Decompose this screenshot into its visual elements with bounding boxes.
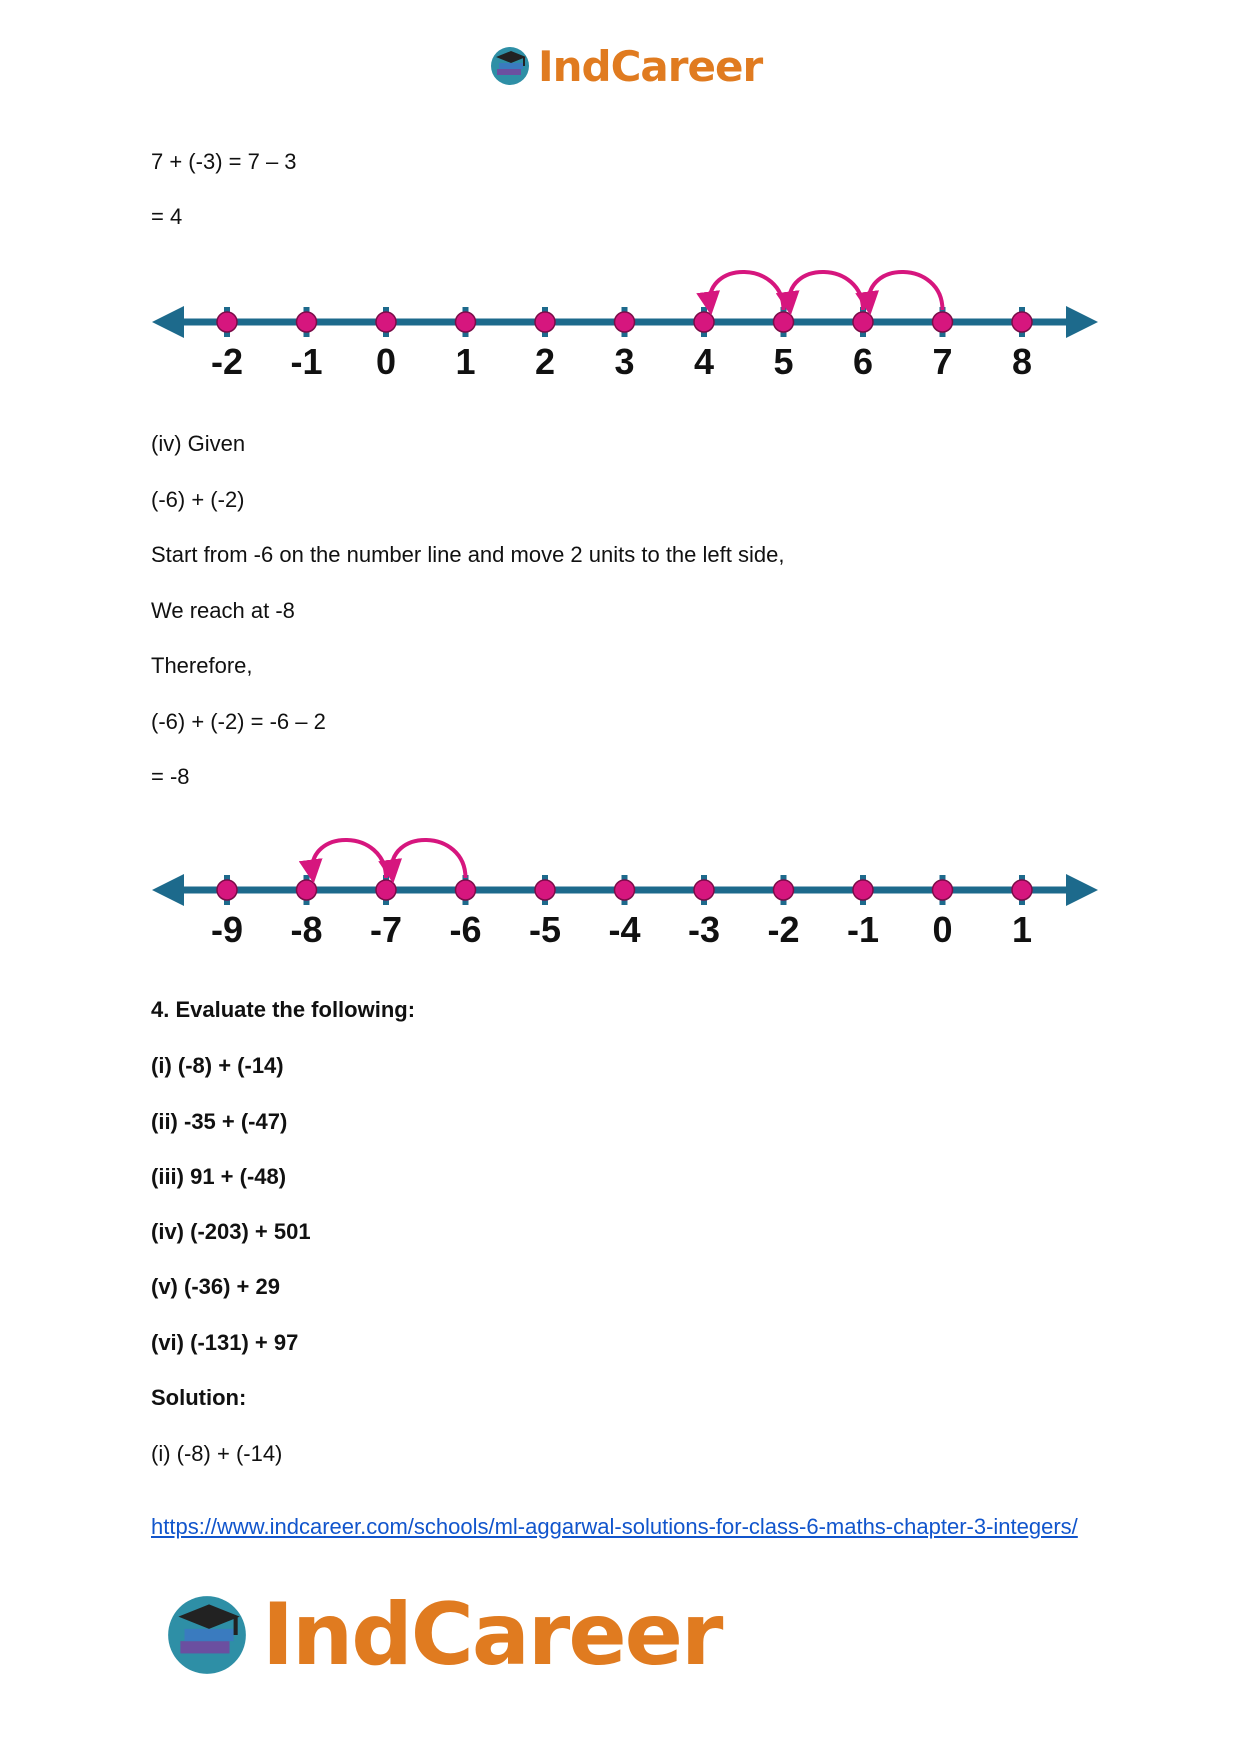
tick-label: 5 (773, 341, 794, 382)
number-point (615, 312, 635, 332)
expression-line: (-6) + (-2) (151, 487, 245, 512)
result-text-line: We reach at -8 (151, 598, 295, 623)
tick-label: -6 (449, 909, 482, 950)
number-point (853, 880, 873, 900)
number-line-1 (150, 262, 1100, 382)
number-point (217, 312, 237, 332)
number-point (1012, 880, 1032, 900)
tick-label: -8 (290, 909, 323, 950)
instruction-line: Start from -6 on the number line and move 2 units to the left side, (151, 542, 785, 567)
tick-label: -1 (290, 341, 323, 382)
number-point (217, 880, 237, 900)
jump-arc (789, 272, 863, 310)
number-point (456, 880, 476, 900)
number-point (376, 880, 396, 900)
tick-label: 8 (1011, 341, 1033, 382)
number-point (297, 880, 317, 900)
question-heading: 4. Evaluate the following: (151, 997, 416, 1022)
solution-heading: Solution: (151, 1385, 247, 1410)
number-point (853, 312, 873, 332)
graduation-books-icon (162, 1590, 252, 1680)
tick-label: 1 (1011, 909, 1033, 950)
number-point (774, 312, 794, 332)
axis-left-arrow (152, 306, 184, 338)
source-link[interactable]: https://www.indcareer.com/schools/ml-aggarwal-solutions-for-class-6-maths-chapter-3-integers/ (151, 1514, 1078, 1539)
result-line: = -8 (151, 764, 190, 789)
question-item: (ii) -35 + (-47) (151, 1109, 288, 1134)
logo-text: IndCareer (262, 1585, 722, 1685)
number-point (376, 312, 396, 332)
tick-label: 6 (852, 341, 874, 382)
solution-line: (i) (-8) + (-14) (151, 1441, 283, 1466)
question-item: (iii) 91 + (-48) (151, 1164, 287, 1189)
axis-left-arrow (152, 874, 184, 906)
number-point (694, 312, 714, 332)
number-point (535, 312, 555, 332)
number-line-2 (150, 830, 1100, 950)
question-item: (iv) (-203) + 501 (151, 1219, 311, 1244)
tick-label: -7 (369, 909, 403, 950)
number-point (1012, 312, 1032, 332)
therefore-line: Therefore, (151, 653, 253, 678)
equation-line: (-6) + (-2) = -6 – 2 (151, 709, 326, 734)
question-item: (vi) (-131) + 97 (151, 1330, 299, 1355)
question-item: (i) (-8) + (-14) (151, 1053, 284, 1078)
number-point (535, 880, 555, 900)
tick-label: 2 (534, 341, 556, 382)
tick-label: -5 (528, 909, 562, 950)
tick-label: -2 (767, 909, 800, 950)
tick-label: 7 (932, 341, 953, 382)
number-point (615, 880, 635, 900)
jump-arc (869, 272, 943, 310)
axis-right-arrow (1066, 306, 1098, 338)
axis-right-arrow (1066, 874, 1098, 906)
part-heading: (iv) Given (151, 431, 246, 456)
number-point (297, 312, 317, 332)
footer-logo (162, 1585, 722, 1685)
number-point (933, 880, 953, 900)
jump-arc (710, 272, 784, 310)
number-point (456, 312, 476, 332)
tick-label: 1 (455, 341, 476, 382)
tick-label: -9 (210, 909, 244, 950)
equation-line: 7 + (-3) = 7 – 3 (151, 149, 297, 174)
tick-label: -1 (846, 909, 880, 950)
header-logo (488, 40, 768, 92)
result-line: = 4 (151, 204, 183, 229)
jump-arc (312, 840, 386, 878)
jump-arc (392, 840, 466, 878)
number-point (933, 312, 953, 332)
tick-label: 4 (693, 341, 715, 382)
tick-label: 3 (614, 341, 635, 382)
graduation-books-icon (488, 44, 532, 88)
logo-text: IndCareer (538, 41, 763, 91)
tick-label: -3 (687, 909, 721, 950)
tick-label: 0 (932, 909, 953, 950)
tick-label: 0 (375, 341, 397, 382)
number-point (774, 880, 794, 900)
tick-label: -2 (210, 341, 244, 382)
question-item: (v) (-36) + 29 (151, 1274, 280, 1299)
tick-label: -4 (608, 909, 641, 950)
number-point (694, 880, 714, 900)
